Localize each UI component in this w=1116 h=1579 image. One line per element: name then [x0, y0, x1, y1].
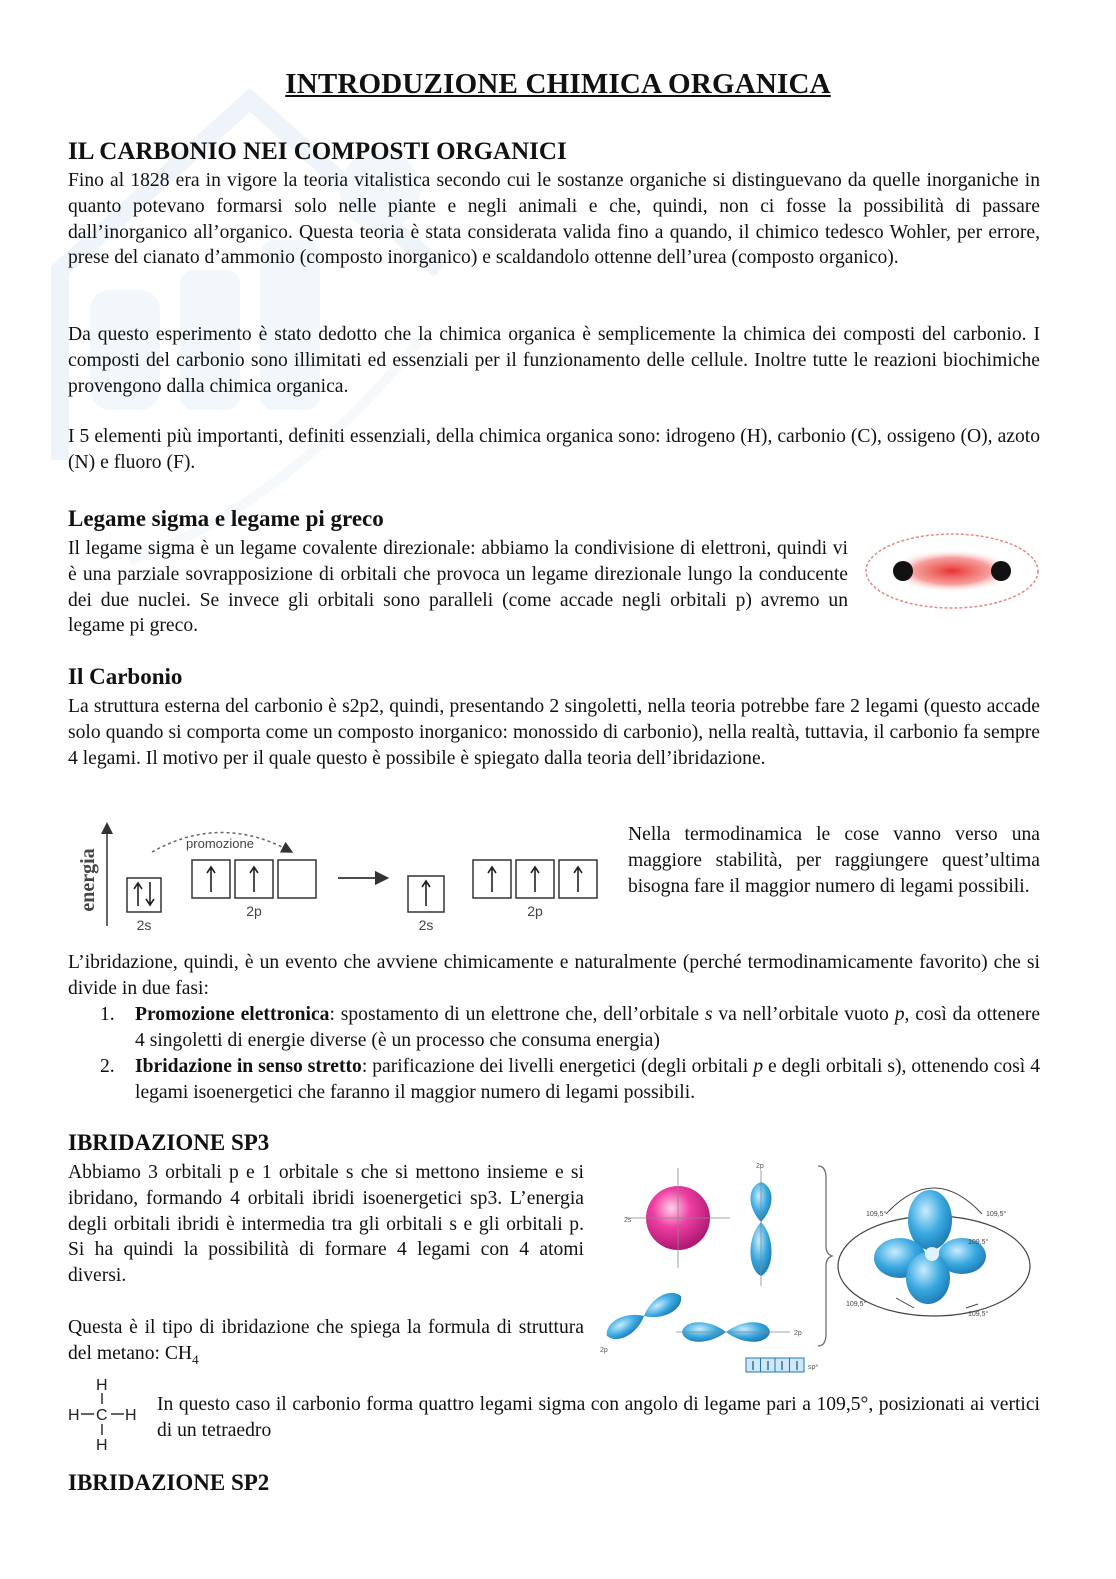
brace [818, 1166, 832, 1346]
label-2px: 2p [600, 1347, 608, 1354]
py-orbital [676, 1322, 802, 1342]
orbital-box-2p-3 [278, 860, 316, 898]
list-text-part: , così da ottenere 4 singoletti di energie diverse (è un processo che consuma energia) [135, 1004, 1041, 1051]
section-heading-sp2: IBRIDAZIONE SP2 [68, 1470, 270, 1495]
section-heading-sp3: IBRIDAZIONE SP3 [68, 1130, 270, 1155]
pz-orbital [750, 1163, 771, 1286]
paragraph-sp3: Abbiamo 3 orbitali p e 1 orbitale s che si mettono insieme e si ibridano, formando 4 orbitali ibridi isoenergetici sp3. L’energia degli orbitali ibridi è intermedia tra gli orbitali s e gli orbitali p. Si ha quindi la possibilità di formare 4 legami con 4 atomi diversi. [68, 1162, 584, 1287]
methane-c: C [96, 1407, 108, 1424]
metano-text: Questa è il tipo di ibridazione che spiega la formula di struttura del metano: CH [68, 1317, 584, 1364]
paragraph-legame-sigma: Il legame sigma è un legame covalente direzionale: abbiamo la condivisione di elettroni, quindi vi è una parziale sovrapposizione di orbitali che provoca un legame direzionale lungo la conducente dei due nuclei. Se invece gli orbitali sono paralleli (come accade negli orbitali p) avremo un legame pi greco. [68, 538, 848, 637]
list-italic: p [894, 1004, 905, 1025]
label-2s-left: 2s [136, 917, 152, 933]
paragraph-struttura-carbonio: La struttura esterna del carbonio è s2p2, quindi, presentando 2 singoletti, nella teoria potrebbe fare 2 legami (questo accade solo quando si comporta come un composto inorganico: monossido di carbonio), nella realtà, tuttavia, il carbonio fa sempre 4 legami. Il motivo per il quale questo è possibile è spiegato dalla teoria dell’ibridazione. [68, 696, 1040, 769]
paragraph-metano [68, 1315, 584, 1373]
label-2p-left: 2p [246, 903, 262, 919]
sp3-boxes [746, 1358, 818, 1372]
label-2s-right: 2s [418, 917, 434, 933]
paragraph-vitalistica: Fino al 1828 era in vigore la teoria vitalistica secondo cui le sostanze organiche si distinguevano da quelle inorganiche in quanto potevano formarsi solo nelle piante e negli animali e che, quindi, non ci fosse la possibilità di passare dall’inorganico all’organico. Questa teoria è stata considerata valida fino a quando, il chimico tedesco Wohler, per errore, prese del cianato d’ammonio (composto inorganico) e scaldandolo ottenne dell’urea (composto organico). [68, 170, 1040, 269]
paragraph-legami-sigma-metano: In questo caso il carbonio forma quattro legami sigma con angolo di legame pari a 109,5°, posizionati ai vertici di un tetraedro [157, 1394, 1040, 1441]
section-heading-carbonio-composti: IL CARBONIO NEI COMPOSTI ORGANICI [68, 138, 567, 165]
list-text [135, 1002, 1040, 1054]
list-text [135, 1054, 1040, 1106]
nucleus-left [893, 561, 913, 581]
list-text-part: : parificazione dei livelli energetici (degli orbitali [361, 1056, 754, 1077]
angle-label-5: 109,5° [968, 1311, 989, 1318]
list-number: 1. [100, 1004, 115, 1025]
page-title: INTRODUZIONE CHIMICA ORGANICA [285, 68, 831, 100]
list-italic: s [704, 1004, 713, 1025]
promotion-label: promozione [186, 836, 254, 851]
label-sp3: sp³ [808, 1364, 818, 1371]
methane-h-right: H [125, 1407, 137, 1424]
paragraph-termodinamica: Nella termodinamica le cose vanno verso una maggiore stabilità, per raggiungere quest’ultima bisogna fare il maggior numero di legami possibili. [628, 824, 1040, 897]
metano-subscript: 4 [192, 1351, 199, 1367]
paragraph-ibridazione-fasi: L’ibridazione, quindi, è un evento che avviene chimicamente e naturalmente (perché termodinamicamente favorito) che si divide in due fasi: [68, 952, 1040, 999]
list-text-part: va nell’orbitale vuoto [712, 1004, 895, 1025]
paragraph-elementi: I 5 elementi più importanti, definiti essenziali, della chimica organica sono: idrogeno (H), carbonio (C), ossigeno (O), azoto (N) e fluoro (F). [68, 426, 1040, 473]
section-heading-legame-sigma: Legame sigma e legame pi greco [68, 506, 384, 531]
energy-axis-label: energia [77, 848, 99, 912]
nucleus-right [991, 561, 1011, 581]
methane-h-bottom: H [96, 1437, 108, 1454]
methane-structure [66, 1374, 142, 1454]
label-2s: 2s [624, 1217, 632, 1224]
angle-label-4: 109,5° [846, 1301, 867, 1308]
sp3-orbitals-figure [596, 1158, 1040, 1380]
sp3-tetrahedral [838, 1188, 1030, 1318]
list-text-part: : spostamento di un elettrone che, dell’orbitale [329, 1004, 705, 1025]
methane-h-left: H [68, 1407, 80, 1424]
list-number: 2. [100, 1056, 115, 1077]
label-2py: 2p [794, 1330, 802, 1337]
label-2p-right: 2p [527, 903, 543, 919]
px-orbital [602, 1288, 685, 1345]
methane-h-top: H [96, 1377, 108, 1394]
promotion-diagram [70, 818, 610, 936]
list-bold-term: Promozione elettronica [135, 1004, 330, 1025]
section-heading-carbonio: Il Carbonio [68, 664, 183, 689]
orbital-box-2s [127, 878, 161, 912]
paragraph-esperimento: Da questo esperimento è stato dedotto che la chimica organica è semplicemente la chimica dei composti del carbonio. I composti del carbonio sono illimitati ed essenziali per il funzionamento delle cellule. Inoltre tutte le reazioni biochimiche provengono dalla chimica organica. [68, 324, 1040, 397]
angle-label-3: 109,5° [968, 1239, 989, 1246]
sigma-bond-diagram [862, 530, 1042, 612]
list-text-part: e degli orbitali s), ottenendo così 4 legami isoenergetici che faranno il maggior numero di legami possibili. [135, 1056, 1040, 1103]
list-item-ibridazione [100, 1054, 1040, 1106]
list-italic: p [753, 1056, 764, 1077]
list-item-promozione [100, 1002, 1040, 1054]
list-bold-term: Ibridazione in senso stretto [135, 1056, 362, 1077]
angle-label-1: 109,5° [866, 1211, 887, 1218]
label-2pz: 2p [756, 1163, 764, 1170]
angle-label-2: 109,5° [986, 1211, 1007, 1218]
